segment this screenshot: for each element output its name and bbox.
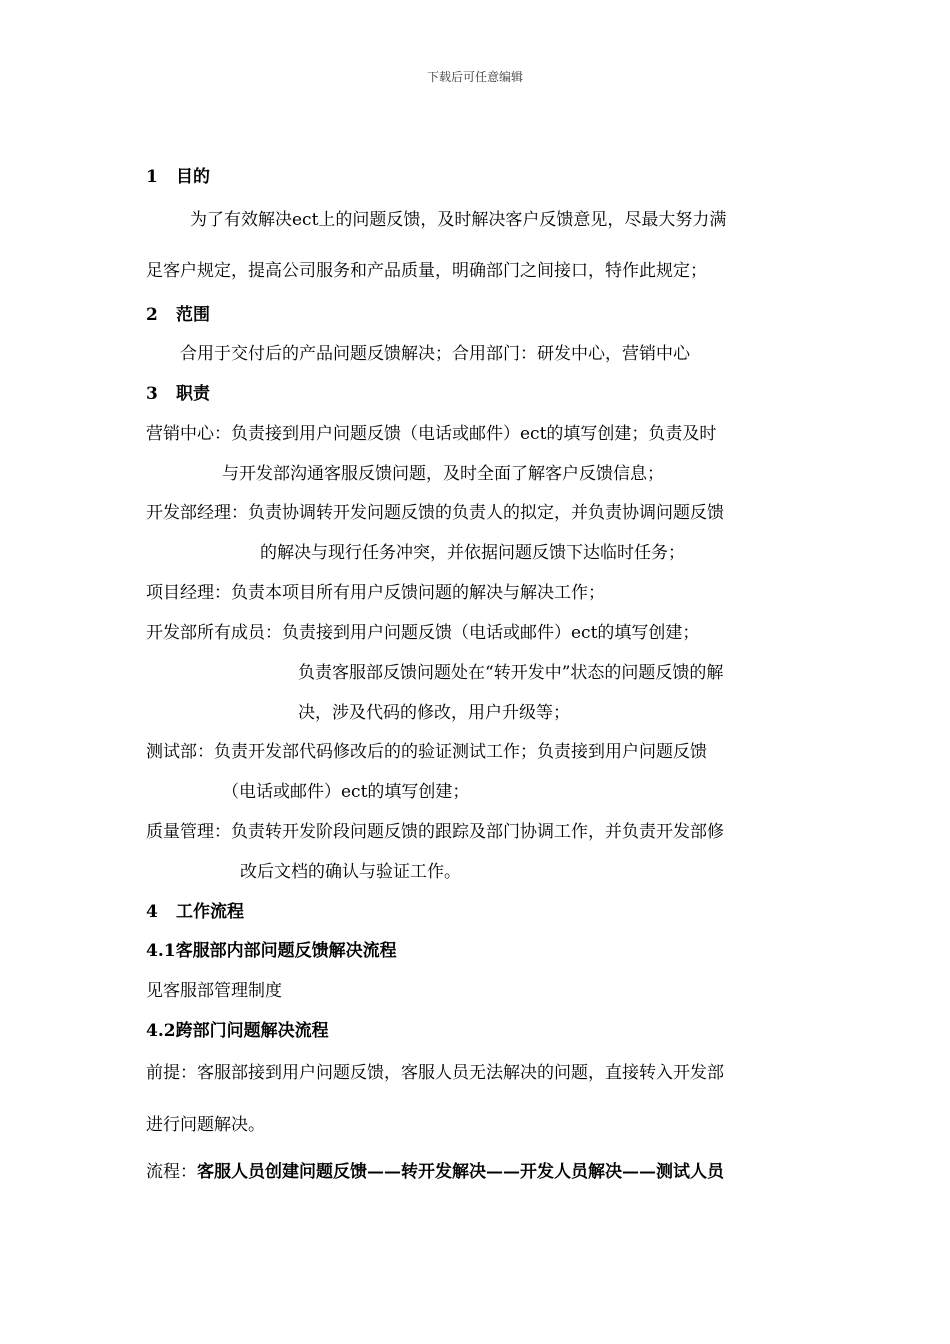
duty-dev-manager-line-2: 的解决与现行任务冲突，并依据问题反馈下达临时任务； <box>260 543 685 563</box>
subsection-4-2-heading: 4.2跨部门问题解决流程 <box>146 1021 329 1041</box>
section-3-title: 职责 <box>176 384 210 404</box>
duty-dev-members-line-2: 负责客服部反馈问题处在“转开发中”状态的问题反馈的解 <box>298 663 724 683</box>
flow-steps: 客服人员创建问题反馈——转开发解决——开发人员解决——测试人员 <box>197 1162 724 1182</box>
duty-quality-line-1: 质量管理：负责转开发阶段问题反馈的跟踪及部门协调工作，并负责开发部修 <box>146 822 724 842</box>
duty-dev-members-line-1: 开发部所有成员：负责接到用户问题反馈（电话或邮件）ect的填写创建； <box>146 623 700 643</box>
section-2-title: 范围 <box>176 305 210 325</box>
section-1-title: 目的 <box>176 167 210 187</box>
section-1-heading <box>146 162 210 187</box>
subsection-4-2-flow <box>146 1157 724 1182</box>
duty-project-manager: 项目经理：负责本项目所有用户反馈问题的解决与解决工作； <box>146 583 605 603</box>
section-1-number: 1 <box>146 167 158 187</box>
duty-quality-line-2: 改后文档的确认与验证工作。 <box>240 862 461 882</box>
section-2-number: 2 <box>146 305 158 325</box>
subsection-4-1-heading: 4.1客服部内部问题反馈解决流程 <box>146 941 397 961</box>
section-1-paragraph-line-1: 为了有效解决ect上的问题反馈，及时解决客户反馈意见，尽最大努力满 <box>190 210 727 230</box>
section-4-number: 4 <box>146 902 158 922</box>
section-2-paragraph: 合用于交付后的产品问题反馈解决；合用部门：研发中心，营销中心 <box>180 344 690 364</box>
section-4-heading <box>146 897 244 922</box>
page-header: 下载后可任意编辑 <box>426 70 523 84</box>
duty-dev-members-line-3: 决，涉及代码的修改，用户升级等； <box>298 703 570 723</box>
duty-marketing-line-2: 与开发部沟通客服反馈问题，及时全面了解客户反馈信息； <box>222 464 664 484</box>
duty-test-dept-line-2: （电话或邮件）ect的填写创建； <box>222 782 470 802</box>
flow-label: 流程： <box>146 1162 197 1182</box>
subsection-4-2-premise-line-1: 前提：客服部接到用户问题反馈，客服人员无法解决的问题，直接转入开发部 <box>146 1063 724 1083</box>
section-3-number: 3 <box>146 384 158 404</box>
section-2-heading <box>146 300 210 325</box>
section-4-title: 工作流程 <box>176 902 244 922</box>
duty-marketing-line-1: 营销中心：负责接到用户问题反馈（电话或邮件）ect的填写创建；负责及时 <box>146 424 717 444</box>
subsection-4-2-premise-line-2: 进行问题解决。 <box>146 1115 265 1135</box>
duty-test-dept-line-1: 测试部：负责开发部代码修改后的的验证测试工作；负责接到用户问题反馈 <box>146 742 707 762</box>
subsection-4-1-paragraph: 见客服部管理制度 <box>146 981 282 1001</box>
section-1-paragraph-line-2: 足客户规定，提高公司服务和产品质量，明确部门之间接口，特作此规定； <box>146 261 707 281</box>
duty-dev-manager-line-1: 开发部经理：负责协调转开发问题反馈的负责人的拟定，并负责协调问题反馈 <box>146 503 724 523</box>
section-3-heading <box>146 379 210 404</box>
